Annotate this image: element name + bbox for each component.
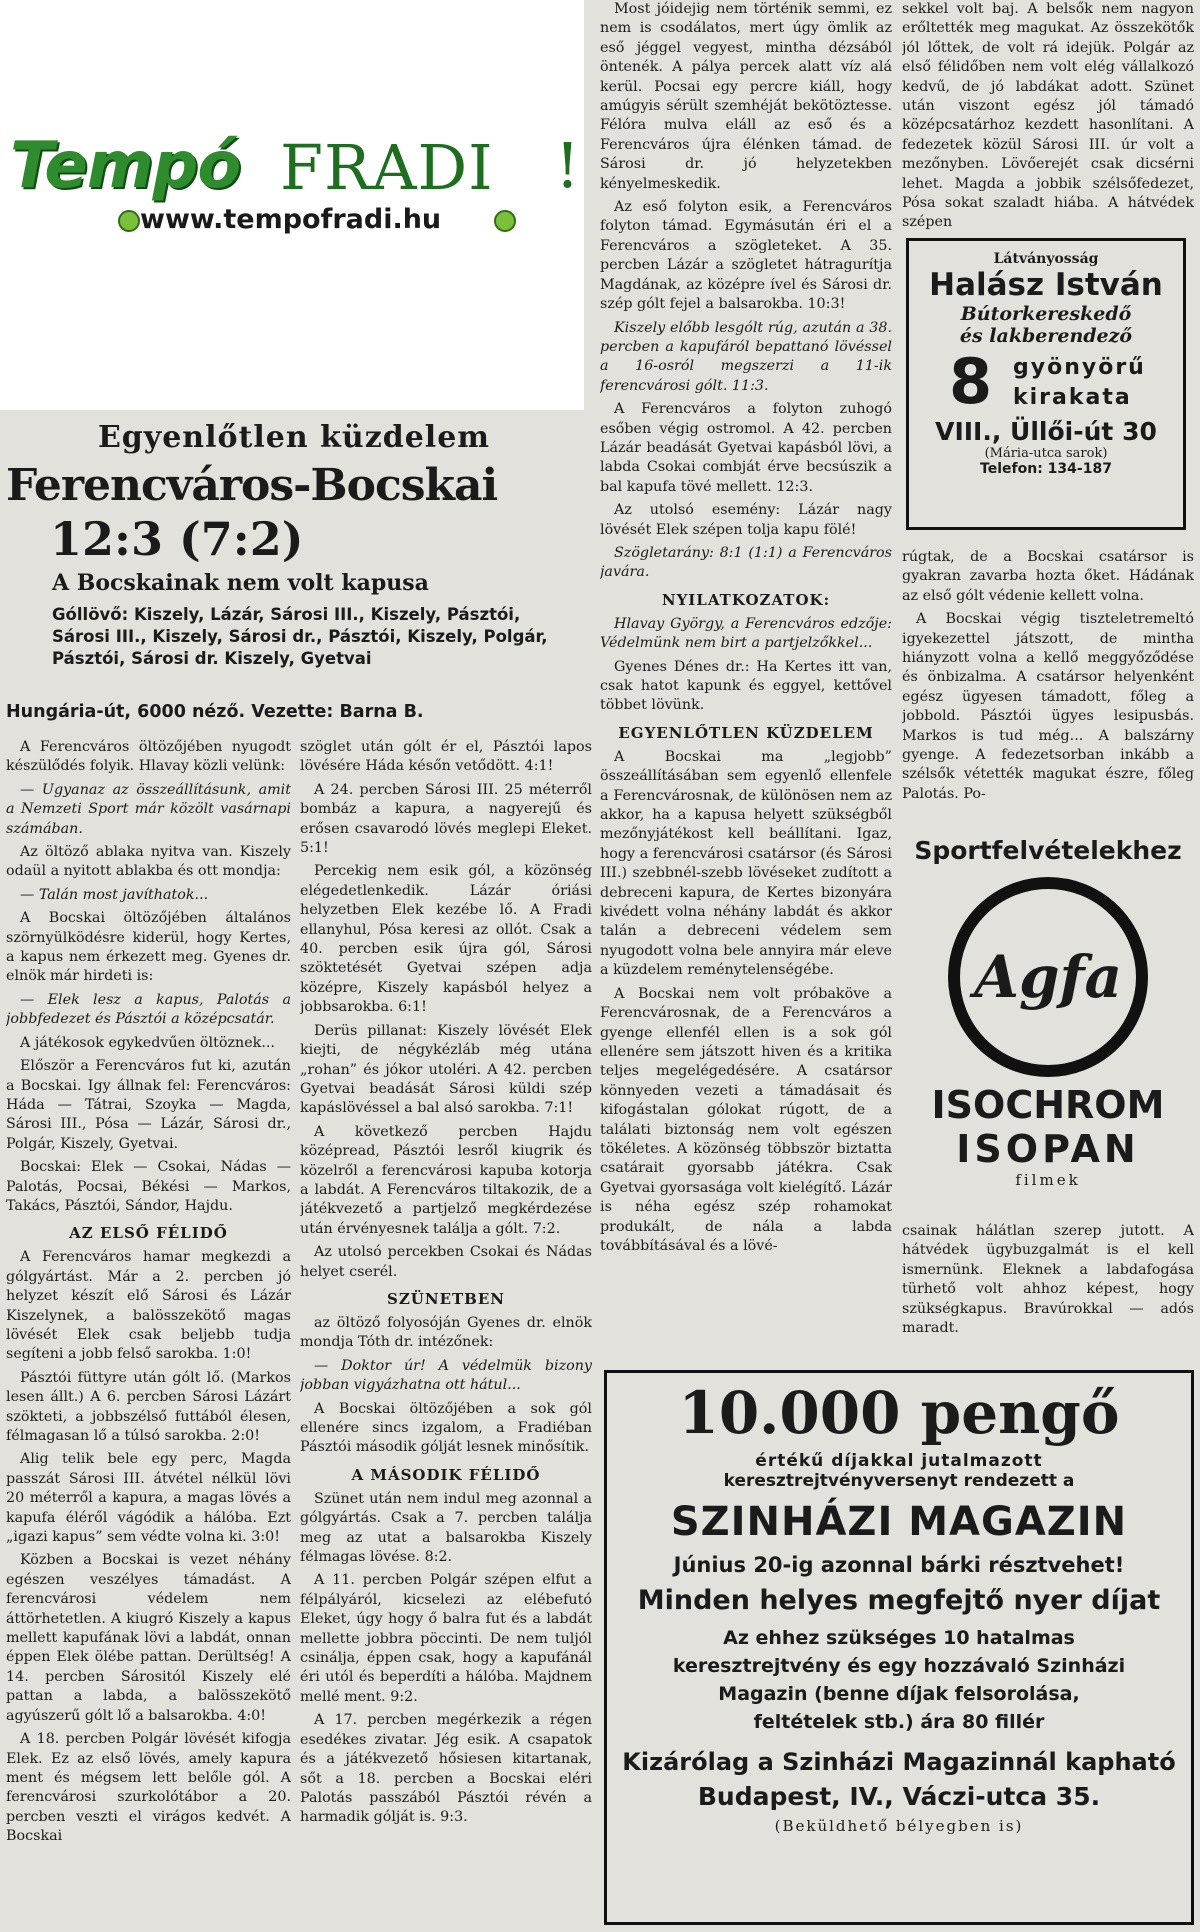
ad-magazin-amount: 10.000 pengő (678, 1379, 1120, 1447)
ad-halasz (906, 238, 1186, 530)
logo-word-tempo: Tempó (10, 129, 241, 203)
paragraph: A Bocskai végig tiszteletremeltó igyekezettel játszott, de mintha hiányzott volna a kellő meggyőződése és önbizalma. A csatársor helyenként egész ügyesen támadott, főleg a jobbold. Pásztói ügyes lesipusbás. Markos is tud még... A balszárny gyenge. A fedezetsorban inkább a szélsők vétették magukat észre, főleg Palotás. Po- (902, 611, 1194, 802)
paragraph: rúgtak, de a Bocskai csatársor is gyakran zavarba hozta őket. Hádának az első gólt védenie kellett volna. (902, 549, 1194, 604)
paragraph: Az eső folyton esik, a Ferencváros folyton támad. Egymásután éri el a Ferencváros a szögleteket. A 35. percben Lázár a szögletet hátragurítja Magdának, az középre ível és Sárosi dr. szép gólt fejel a balsarokba. 10:3! (600, 199, 892, 313)
paragraph: A Bocskai nem volt próbaköve a Ferencvárosnak, de a Ferencváros a gyenge ellenfél ellen is a sok gól ellenére sem játszott hiven és a kritika teljes megelégedésére. A csatársor könnyeden vezeti a támadásait és kifogástalan gólokat rúgott, de a találati biztonság nem volt egészen tökéletes. A közönség többször biztatta csatárait gyorsabb játékra. Csak Gyetvai gyorsasága volt kielégítő. Lázár is néha egész szép rohamokat produkált, de nála a labda továbbításával és a lövé- (600, 985, 892, 1254)
section-heading: SZÜNETBEN (387, 1289, 505, 1308)
paragraph: Bocskai: Elek — Csokai, Nádas — Palotás, Pocsai, Békési — Markos, Takács, Pásztói, Sándor, Hajdu. (6, 1159, 291, 1214)
paragraph: szöglet után gólt ér el, Pásztói lapos lövésére Háda későn vetődött. 4:1! (300, 739, 592, 775)
paragraph: A 11. percben Polgár szépen elfut a félpályáról, kicselezi az elébefutó Eleket, úgy hogy ő balra fut és a labdát mellette jobbra pöccinti. De nem tuljól csinálja, éppen csak, hogy a kapufánál éri utól és beperdíti a hálóba. Majdnem mellé ment. 9:2. (300, 1572, 592, 1705)
paragraph: A Ferencváros hamar megkezdi a gólgyártást. Már a 2. percben jó helyzet készít elő Sárosi és Lázár Kiszelynek, a balösszekötő magas lövését Elek csak beljebb tudja segíteni a jobb felső sarokba. 1:0! (6, 1249, 291, 1363)
ad-halasz-num: 8 (949, 345, 993, 418)
section-heading: EGYENLŐTLEN KÜZDELEM (618, 723, 874, 742)
logo-url[interactable]: www.tempofradi.hu (140, 204, 442, 235)
paragraph: — Doktor úr! A védelmük bizony jobban vigyázhatna ott hátul... (300, 1357, 592, 1394)
ad-magazin-l1: értékű díjakkal jutalmazott (755, 1451, 1043, 1471)
ad-magazin-l6: Kizárólag a Szinházi Magazinnál kapható (622, 1748, 1176, 1776)
ad-halasz-name: Halász István (929, 267, 1163, 303)
ad-agfa-head: Sportfelvételekhez (914, 836, 1182, 865)
paragraph: — Elek lesz a kapus, Palotás a jobbfedezet és Pásztói a középcsatár. (6, 991, 291, 1028)
logo-word-fradi: FRADI (280, 131, 494, 204)
article-column-4-top (902, 0, 1194, 232)
paragraph: A Bocskai ma „legjobb” összeállításában sem egyenlő ellenfele a Ferencvárosnak, de különösen nem az akkor, ha a kapusa helyett szükségből mezőnyjátékost kell beállítani. Igaz, hogy a ferencvárosi csatársor (és Sárosi III.) szebbnél-szebb lövéseket zudított a debreceni kapura, de Kertes bizonyára kivédett volna néhány labdát és akkor talán a debreceni védelem sem nyugodott volna bele annyira már eleve a küzdelem reménytelenségébe. (600, 748, 892, 979)
ad-agfa (902, 832, 1194, 1220)
ad-magazin-l4: Minden helyes megfejtő nyer díjat (637, 1585, 1161, 1616)
ad-magazin-l8: (Beküldhető bélyegben is) (774, 1817, 1024, 1835)
article-deck: A Bocskainak nem volt kapusa (52, 570, 429, 596)
paragraph: Szögletarány: 8:1 (1:1) a Ferencváros javára. (600, 544, 892, 581)
ad-halasz-tel: Telefon: 134-187 (980, 461, 1112, 477)
logo-exclamation: ! (555, 129, 580, 202)
ad-halasz-line1: Bútorkereskedő (960, 303, 1132, 325)
paragraph: Az utolsó percekben Csokai és Nádas helyet cserél. (300, 1244, 592, 1280)
paragraph: Az utolsó esemény: Lázár nagy lövését Elek szépen tolja kapu fölé! (600, 502, 892, 538)
paragraph: Hlavay György, a Ferencváros edzője: Védelmünk nem birt a partjelzőkkel... (600, 615, 892, 652)
ad-halasz-txt1: gyönyörű (1013, 355, 1146, 380)
paragraph: A 18. percben Polgár lövését kifogja Elek. Ez az első lövés, amely kapura ment és mégsem lett belőle gól. A ferencvárosi szurkolótábor a 20. percben veszti el virágos kedvét. A Bocskai (6, 1731, 291, 1845)
paragraph: Gyenes Dénes dr.: Ha Kertes itt van, csak hatot kapunk és eggyel, kettővel többet lövünk. (600, 658, 892, 714)
article-column-1 (6, 738, 291, 1928)
ad-magazin (604, 1370, 1194, 1925)
article-column-3 (600, 0, 892, 1260)
article-column-4-mid (902, 548, 1194, 828)
paragraph: csainak hálátlan szerep jutott. A hátvédek ügybuzgalmát is el kell ismernünk. Eleknek a labdafogása türhető volt ahhoz képest, hogy szükségkapus. Bravúrokkal — adós maradt. (902, 1223, 1194, 1337)
ad-halasz-addr: VIII., Üllői-út 30 (935, 417, 1157, 446)
paragraph: A játékosok egykedvűen öltöznek... (20, 1034, 275, 1051)
paragraph: A 24. percben Sárosi III. 25 méterről bombáz a kapura, a nagyerejű és erősen csavarodó lövés meglepi Eleket. 5:1! (300, 781, 592, 857)
article-headline: Ferencváros-Bocskai (6, 460, 498, 511)
site-logo[interactable] (10, 130, 585, 255)
article-column-2 (300, 738, 592, 1928)
ad-agfa-p2: ISOPAN (956, 1127, 1140, 1171)
paragraph: Pásztói füttyre után gólt lő. (Markos lesen állt.) A 6. percben Sárosi Lázárt szökteti, a jobbszélső futtából élesen, félmagasan lő a túlsó sarokba. 2:0! (6, 1369, 291, 1444)
section-heading: A MÁSODIK FÉLIDŐ (351, 1465, 541, 1484)
article-header (0, 412, 588, 734)
ad-halasz-line2: és lakberendező (959, 325, 1133, 347)
paragraph: Most jóidejig nem történik semmi, ez nem is csodálatos, mert úgy ömlik az eső jéggel vegyest, mintha dézsából öntenék. A pálya percek alatt víz alá kerül. Pocsai egy percre kiáll, hogy amúgyis sérült szemhéját bekötöztesse. Félóra mulva eláll az eső és a Ferencváros újra élénken támad. de Sárosi dr. jó helyzetekben kényelmeskedik. (600, 1, 892, 192)
paragraph: Az öltöző ablaka nyitva van. Kiszely odaül a nyitott ablakba és ott mondja: (6, 844, 291, 880)
ad-halasz-sub: (Mária-utca sarok) (984, 446, 1108, 461)
paragraph: Alig telik bele egy perc, Magda passzát Sárosi III. átvétel nélkül lövi 20 méterről a kapura, a magas lövés a kapufa éléről vágódik a hálóba. Ezt „igazi kapus” sem védte volna ki. 3:0! (6, 1451, 291, 1546)
ad-magazin-l2: keresztrejtvényversenyt rendezett a (723, 1471, 1075, 1491)
soccer-ball-icon (494, 210, 516, 232)
ad-magazin-l7: Budapest, IV., Váczi-utca 35. (697, 1782, 1101, 1811)
paragraph: Szünet után nem indul meg azonnal a gólgyártás. Csak a 7. percben találja meg az utat a balsarokba Kiszely félmagas lövése. 8:2. (300, 1490, 592, 1566)
paragraph: Kiszely előbb lesgólt rúg, azután a 38. percben a kapufáról bepattanó lövéssel a 16-osról megszerzi a 11-ik ferencvárosi gólt. 11:3. (600, 319, 892, 394)
paragraph: Először a Ferencváros fut ki, azután a Bocskai. Igy állnak fel: Ferencváros: Háda — Tátrai, Szoyka — Magda, Sárosi III., Pósa — Lázár, Sárosi dr., Polgár, Kiszely, Gyetvai. (6, 1058, 291, 1152)
ad-agfa-p3: filmek (1015, 1171, 1081, 1189)
ad-magazin-l5: Az ehhez szükséges 10 hatalmas keresztrejtvény és egy hozzávaló Szinházi Magazin (benne díjak felsorolása, feltételek stb.) ára 80 fillér (672, 1627, 1126, 1733)
paragraph: — Talán most javíthatok... (20, 886, 209, 903)
paragraph: Közben a Bocskai is vezet néhány egészen veszélyes támadást. A ferencvárosi védelem nem áttörhetetlen. A kiugró Kiszely a kapus mellett kapufának lövi a labdát, onnan éppen Elek ölébe pattan. Derültség! A 14. percben Sárositól Kiszely elé pattan a labda, a balösszekötő agyúszerű gólt lő a balsarokba. 4:0! (6, 1552, 291, 1724)
ad-agfa-p1: ISOCHROM (931, 1083, 1165, 1127)
paragraph: az öltöző folyosóján Gyenes dr. elnök mondja Tóth dr. intézőnek: (300, 1314, 592, 1351)
soccer-ball-icon (118, 210, 140, 232)
paragraph: A következő percben Hajdu középread, Pásztói lesről kiugrik és közelről a ferencvárosi kapuba kotorja a labdát. A Ferencváros tiltakozik, de a játékvezető a partjelző megkérdezése után érvényesnek találja a gólt. 7:2. (300, 1123, 592, 1237)
ad-halasz-top: Látványosság (993, 251, 1099, 267)
paragraph: — Ugyanaz az összeállításunk, amit a Nemzeti Sport már közölt vasárnapi számában. (6, 781, 291, 837)
section-heading: AZ ELSŐ FÉLIDŐ (69, 1224, 228, 1243)
paragraph: Percekig nem esik gól, a közönség elégedetlenkedik. Lázár óriási helyzetben Elek kezébe lő. A Fradi ellanyhul, Pósa keresi az ollót. Csak a 40. percben esik újra gól, Sárosi szöktetését Gyetvai szépen adja középre, Kiszely kapásból helyez a jobbsarokba. 6:1! (300, 863, 592, 1016)
section-heading: NYILATKOZATOK: (661, 590, 831, 609)
paragraph: A Ferencváros öltözőjében nyugodt készülődés folyik. Hlavay közli velünk: (6, 739, 291, 775)
ad-agfa-brand: Agfa (973, 943, 1123, 1011)
article-kicker: Egyenlőtlen küzdelem (97, 420, 491, 455)
ad-magazin-l3: Június 20-ig azonnal bárki résztvehet! (673, 1553, 1125, 1577)
paragraph: A Bocskai öltözőjében általános szörnyülködésre kiderül, hogy Kertes, a kapus nem érkezett meg. Gyenes dr. elnök már hirdeti is: (6, 910, 291, 985)
paragraph: A Ferencváros a folyton zuhogó esőben végig ostromol. A 42. percben Lázár beadását Gyetvai kapásból lövi, a labda Csokai combját érve becsúszik a bal kapufa tövé mellett. 12:3. (600, 401, 892, 495)
paragraph: A Bocskai öltözőjében a sok gól ellenére sincs izgalom, a Fradiéban Pásztói második gólját lesnek minősítik. (300, 1400, 592, 1456)
ad-magazin-title: SZINHÁZI MAGAZIN (670, 1499, 1128, 1545)
article-venue: Hungária-út, 6000 néző. Vezette: Barna B. (6, 702, 424, 722)
article-scorers: Góllövő: Kiszely, Lázár, Sárosi III., Kiszely, Pásztói, Sárosi III., Kiszely, Sárosi dr., Pásztói, Kiszely, Polgár, Pásztói, Sárosi dr. Kiszely, Gyetvai (52, 605, 548, 668)
paragraph: A 17. percben megérkezik a régen esedékes zivatar. Jég esik. A csapatok és a játékvezető hősiesen kitartanak, sőt a 18. percben a Bocskai eléri Palotás passzából Pásztói révén a harmadik gólját is. 9:3. (300, 1712, 592, 1826)
paragraph: sekkel volt baj. A belsők nem nagyon erőltették meg magukat. Az összekötők jól lőttek, de volt rá idejük. Polgár az első félidőben nem volt elég vállalkozó kedvű, de jó labdákat adott. Szünet után viszont egész jól támadó középcsatárhoz kezdett hasonlítani. A fedezetek közül Sárosi III. úr volt a mezőnyben. Lövőerejét csak dicsérni lehet. Magda a jobbik szélsőfedezet, Pósa sokat szaladt hiába. A hátvédek szépen (902, 1, 1194, 231)
article-score: 12:3 (7:2) (50, 512, 304, 566)
paragraph: Derüs pillanat: Kiszely lövését Elek kiejti, de négykézláb még utána „rohan” és jókor utoléri. A 42. percben Gyetvai beadását Sárosi küldi szép kapáslövéssel a bal alsó sarokba. 7:1! (300, 1022, 592, 1117)
ad-halasz-txt2: kirakata (1013, 385, 1132, 410)
article-column-4-bottom (902, 1222, 1194, 1362)
agfa-logo-circle (948, 877, 1148, 1077)
